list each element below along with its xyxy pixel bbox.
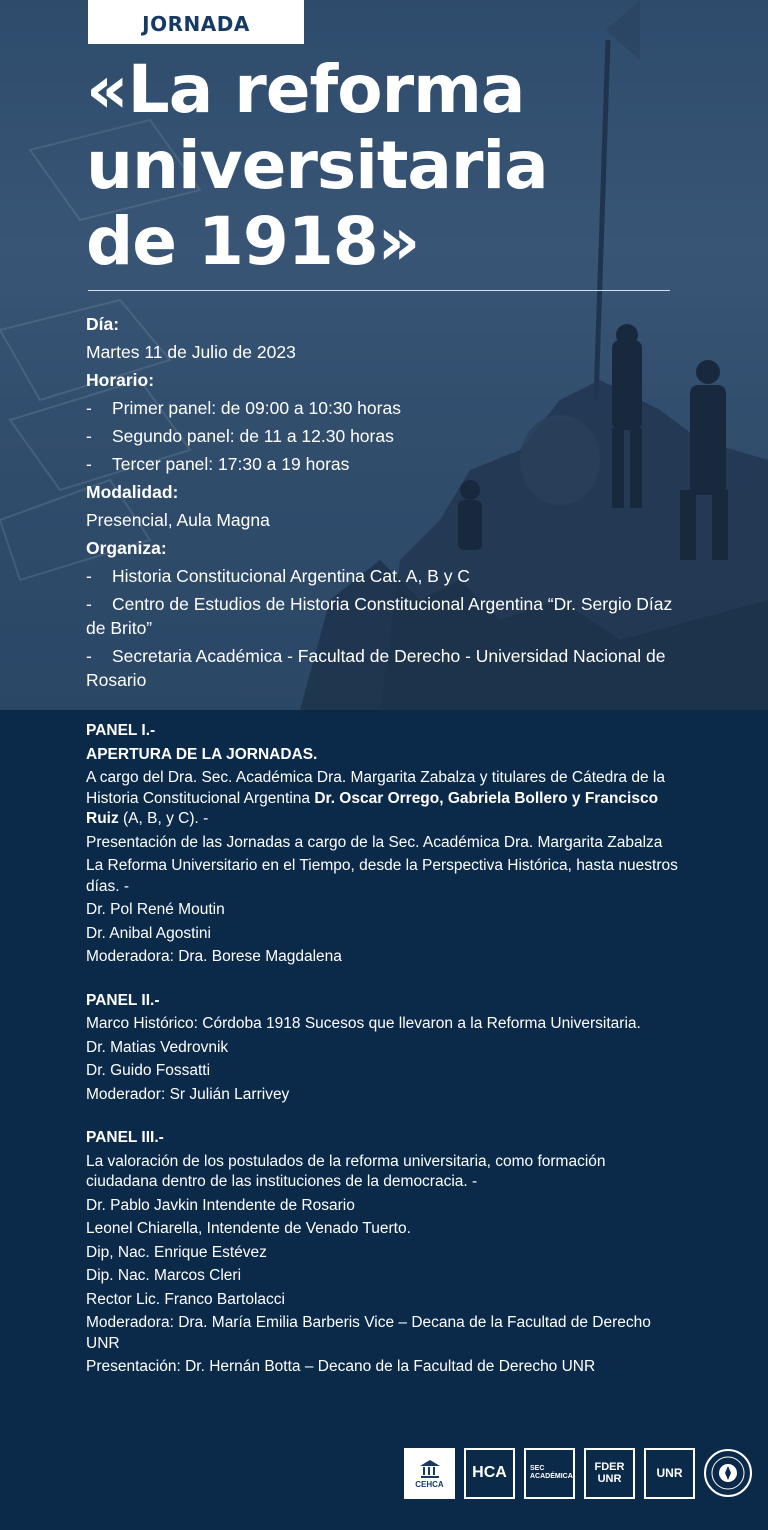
organizer-item: - Centro de Estudios de Historia Constitucional Argentina “Dr. Sergio Díaz de Brito” bbox=[86, 594, 673, 638]
sec-academica-logo: SEC ACADÉMICA bbox=[524, 1448, 575, 1499]
schedule-item: - Segundo panel: de 11 a 12.30 horas bbox=[86, 426, 394, 446]
fder-unr-logo: FDER UNR bbox=[584, 1448, 635, 1499]
panel-3-heading: PANEL III.- bbox=[86, 1129, 164, 1146]
panel-1-subheading: APERTURA DE LA JORNADAS. bbox=[86, 745, 318, 763]
event-title bbox=[86, 52, 706, 280]
panel-3-line: Rector Lic. Franco Bartolacci bbox=[86, 1290, 285, 1308]
title-line-2: universitaria bbox=[86, 127, 548, 204]
panel-1-line: A cargo del Dra. Sec. Académica Dra. Margarita Zabalza y titulares de Cátedra de la Historia Constitucional Argentina Dr. Oscar Orrego, Gabriela Bollero y Francisco Ruiz (A, B, y C). - bbox=[86, 769, 665, 827]
unr-logo: UNR bbox=[644, 1448, 695, 1499]
building-icon bbox=[419, 1458, 441, 1480]
panel-2-line: Marco Histórico: Córdoba 1918 Sucesos que llevaron a la Reforma Universitaria. bbox=[86, 1015, 641, 1032]
panel-3-line: Leonel Chiarella, Intendente de Venado Tuerto. bbox=[86, 1220, 411, 1237]
hero-section bbox=[0, 0, 768, 710]
schedule-item: - Primer panel: de 09:00 a 10:30 horas bbox=[86, 398, 401, 418]
schedule-label: Horario: bbox=[86, 370, 155, 390]
organizer-item: - Historia Constitucional Argentina Cat. A, B y C bbox=[86, 566, 470, 586]
university-seal-icon bbox=[704, 1449, 752, 1497]
cehca-logo: CEHCA bbox=[404, 1448, 455, 1499]
event-type-tag: JORNADA bbox=[88, 0, 304, 44]
panel-3-line: La valoración de los postulados de la reforma universitaria, como formación ciudadana dentro de las instituciones de la democracia. - bbox=[86, 1152, 606, 1190]
sponsor-logos bbox=[404, 1447, 752, 1499]
panel-3-line: Dip. Nac. Marcos Cleri bbox=[86, 1267, 242, 1284]
panel-3-line: Dr. Pablo Javkin Intendente de Rosario bbox=[86, 1196, 355, 1214]
modality-value: Presencial, Aula Magna bbox=[86, 510, 270, 530]
panel-3-line: Dip, Nac. Enrique Estévez bbox=[86, 1243, 267, 1261]
program-section bbox=[0, 710, 768, 1530]
panel-1-line: Presentación de las Jornadas a cargo de la Sec. Académica Dra. Margarita Zabalza bbox=[86, 833, 663, 851]
modality-label: Modalidad: bbox=[86, 482, 179, 502]
panel-1-line: Dr. Pol René Moutin bbox=[86, 901, 225, 918]
title-line-1: «La reforma bbox=[86, 51, 525, 128]
panel-1-heading: PANEL I.- bbox=[86, 722, 156, 739]
panel-2-line: Dr. Matias Vedrovnik bbox=[86, 1038, 229, 1056]
event-info bbox=[86, 308, 686, 692]
title-line-3: de 1918» bbox=[86, 203, 420, 280]
date-label: Día: bbox=[86, 314, 120, 334]
title-divider bbox=[88, 290, 670, 291]
panel-2-line: Moderador: Sr Julián Larrivey bbox=[86, 1085, 290, 1103]
program-text bbox=[86, 718, 678, 1378]
panel-2-heading: PANEL II.- bbox=[86, 991, 160, 1009]
panel-2-line: Dr. Guido Fossatti bbox=[86, 1062, 211, 1079]
organizers-label: Organiza: bbox=[86, 538, 167, 558]
hca-logo: HCA bbox=[464, 1448, 515, 1499]
panel-1-line: La Reforma Universitario en el Tiempo, desde la Perspectiva Histórica, hasta nuestros días. - bbox=[86, 857, 678, 895]
panel-3-line: Presentación: Dr. Hernán Botta – Decano de la Facultad de Derecho UNR bbox=[86, 1358, 596, 1375]
panel-1-line: Dr. Anibal Agostini bbox=[86, 924, 211, 942]
date-value: Martes 11 de Julio de 2023 bbox=[86, 342, 296, 362]
panel-1-line: Moderadora: Dra. Borese Magdalena bbox=[86, 948, 342, 965]
organizer-item: - Secretaria Académica - Facultad de Derecho - Universidad Nacional de Rosario bbox=[86, 646, 666, 690]
schedule-item: - Tercer panel: 17:30 a 19 horas bbox=[86, 454, 350, 474]
panel-3-line: Moderadora: Dra. María Emilia Barberis Vice – Decana de la Facultad de Derecho UNR bbox=[86, 1314, 651, 1352]
